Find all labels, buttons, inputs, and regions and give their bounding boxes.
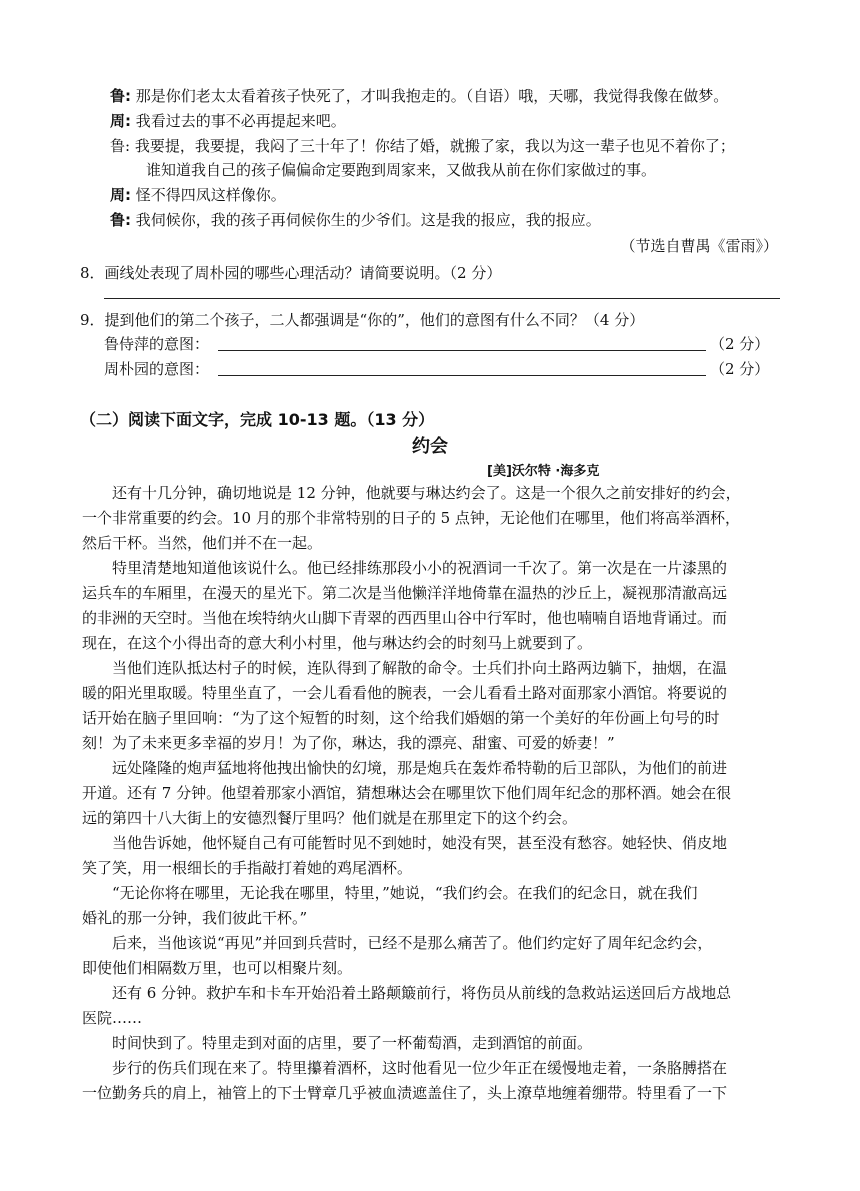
- text-line: 医院……: [82, 1009, 143, 1027]
- question-9: 9．提到他们的第二个孩子，二人都强调是“你的”，他们的意图有什么不同？（4 分）: [80, 311, 645, 329]
- speaker-label: 鲁:: [110, 137, 131, 155]
- answer-line-q9-lu[interactable]: [218, 350, 706, 351]
- paragraph-10: [82, 1056, 782, 1106]
- paragraph-6: [82, 881, 782, 931]
- text-line: 还有 6 分钟。救护车和卡车开始沿着土路颠簸前行，将伤员从前线的急救站运送回后方战地总: [112, 984, 732, 1002]
- text-line: 即使他们相隔数万里，也可以相聚片刻。: [82, 959, 353, 977]
- text-line: 远处隆隆的炮声猛地将他拽出愉快的幻境，那是炮兵在轰炸希特勒的后卫部队，为他们的前进: [112, 759, 728, 777]
- dialogue-text: 我要提，我要提，我闷了三十年了！你结了婚，就搬了家，我以为这一辈子也见不着你了；: [134, 137, 735, 155]
- speaker-label: 周:: [110, 112, 131, 130]
- paragraph-4: [82, 756, 782, 831]
- q9-lu-points: （2 分）: [710, 335, 770, 353]
- text-line: 特里清楚地知道他该说什么。他已经排练那段小小的祝酒词一千次了。第一次是在一片漆黑的: [112, 559, 728, 577]
- dialogue-line-4: [110, 185, 286, 205]
- text-line: 暖的阳光里取暖。特里坐直了，一会儿看看他的腕表，一会儿看看土路对面那家小酒馆。将要说的: [82, 684, 728, 702]
- text-line: 运兵车的车厢里，在漫天的星光下。第二次是当他懒洋洋地倚靠在温热的沙丘上，凝视那清澈高远: [82, 584, 728, 602]
- paragraph-7: [82, 931, 782, 981]
- text-line: 还有十几分钟，确切地说是 12 分钟，他就要与琳达约会了。这是一个很久之前安排好的约会，: [112, 484, 741, 502]
- text-line: 然后干杯。当然，他们并不在一起。: [82, 534, 323, 552]
- answer-line-q9-zhou[interactable]: [218, 375, 706, 376]
- story-title: 约会: [412, 436, 448, 457]
- paragraph-8: [82, 981, 782, 1031]
- text-line: 一个非常重要的约会。10 月的那个非常特别的日子的 5 点钟，无论他们在哪里，他们将高举酒杯，: [82, 509, 740, 527]
- dialogue-text: 那是你们老太太看着孩子快死了，才叫我抱走的。（自语）哦，天哪，我觉得我像在做梦。: [135, 87, 729, 105]
- text-line: 开道。还有 7 分钟。他望着那家小酒馆，猜想琳达会在哪里饮下他们周年纪念的那杯酒。她会在很: [82, 784, 732, 802]
- section-header: （二）阅读下面文字，完成 10-13 题。（13 分）: [80, 410, 435, 429]
- paragraph-1: [82, 481, 782, 556]
- text-line: “无论你将在哪里，无论我在哪里，特里，”她说，“我们约会。在我们的纪念日，就在我们: [112, 884, 698, 902]
- text-line: 远的第四十八大街上的安德烈餐厅里吗？他们就是在那里定下的这个约会。: [82, 809, 578, 827]
- text-line: 后来，当他该说“再见”并回到兵营时，已经不是那么痛苦了。他们约定好了周年纪念约会，: [112, 934, 713, 952]
- text-line: 当他告诉她，他怀疑自己有可能暂时见不到她时，她没有哭，甚至没有愁容。她轻快、俏皮地: [112, 834, 728, 852]
- text-line: 话开始在脑子里回响：“为了这个短暂的时刻，这个给我们婚姻的第一个美好的年份画上句号的时: [82, 709, 720, 727]
- dialogue-text: 怪不得四凤这样像你。: [135, 186, 286, 204]
- text-line: 时间快到了。特里走到对面的店里，要了一杯葡萄酒，走到酒馆的前面。: [112, 1034, 593, 1052]
- dialogue-line-3: [110, 136, 735, 156]
- story-author: [美]沃尔特 ·海多克: [487, 464, 600, 479]
- paragraph-2: [82, 556, 782, 656]
- text-line: 当他们连队抵达村子的时候，连队得到了解散的命令。士兵们扑向土路两边躺下，抽烟，在温: [112, 659, 728, 677]
- dialogue-text: 我伺候你，我的孩子再伺候你生的少爷们。这是我的报应，我的报应。: [135, 211, 601, 229]
- paragraph-3: [82, 656, 782, 756]
- text-line: 刻！为了未来更多幸福的岁月！为了你，琳达，我的漂亮、甜蜜、可爱的娇妻！”: [82, 734, 615, 752]
- dialogue-line-2: [110, 111, 346, 131]
- q9-lu-label: 鲁侍萍的意图：: [104, 335, 210, 353]
- speaker-label: 鲁:: [110, 211, 131, 229]
- dialogue-text: 我看过去的事不必再提起来吧。: [135, 112, 346, 130]
- source-note: （节选自曹禺《雷雨》）: [620, 237, 778, 255]
- text-line: 现在，在这个小得出奇的意大利小村里，他与琳达约会的时刻马上就要到了。: [82, 634, 593, 652]
- question-8: 8．画线处表现了周朴园的哪些心理活动？请简要说明。（2 分）: [80, 264, 502, 282]
- q9-zhou-points: （2 分）: [710, 360, 770, 378]
- dialogue-line-3-continued: 谁知道我自己的孩子偏偏命定要跑到周家来，又做我从前在你们家做过的事。: [146, 161, 657, 179]
- speaker-label: 鲁:: [110, 87, 131, 105]
- paragraph-9: [82, 1031, 782, 1056]
- dialogue-line-1: [110, 86, 728, 106]
- dialogue-line-5: [110, 210, 601, 230]
- text-line: 步行的伤兵们现在来了。特里攥着酒杯，这时他看见一位少年正在缓慢地走着，一条胳膊搭在: [112, 1059, 728, 1077]
- text-line: 一位勤务兵的肩上，袖管上的下士臂章几乎被血渍遮盖住了，头上潦草地缠着绷带。特里看了一下: [82, 1084, 728, 1102]
- text-line: 的非洲的天空时。当他在埃特纳火山脚下青翠的西西里山谷中行军时，他也喃喃自语地背诵过。而: [82, 609, 728, 627]
- speaker-label: 周:: [110, 186, 131, 204]
- text-line: 笑了笑，用一根细长的手指敲打着她的鸡尾酒杯。: [82, 859, 413, 877]
- answer-line-q8[interactable]: [104, 298, 780, 299]
- text-line: 婚礼的那一分钟，我们彼此干杯。”: [82, 909, 308, 927]
- q9-zhou-label: 周朴园的意图：: [104, 360, 210, 378]
- paragraph-5: [82, 831, 782, 881]
